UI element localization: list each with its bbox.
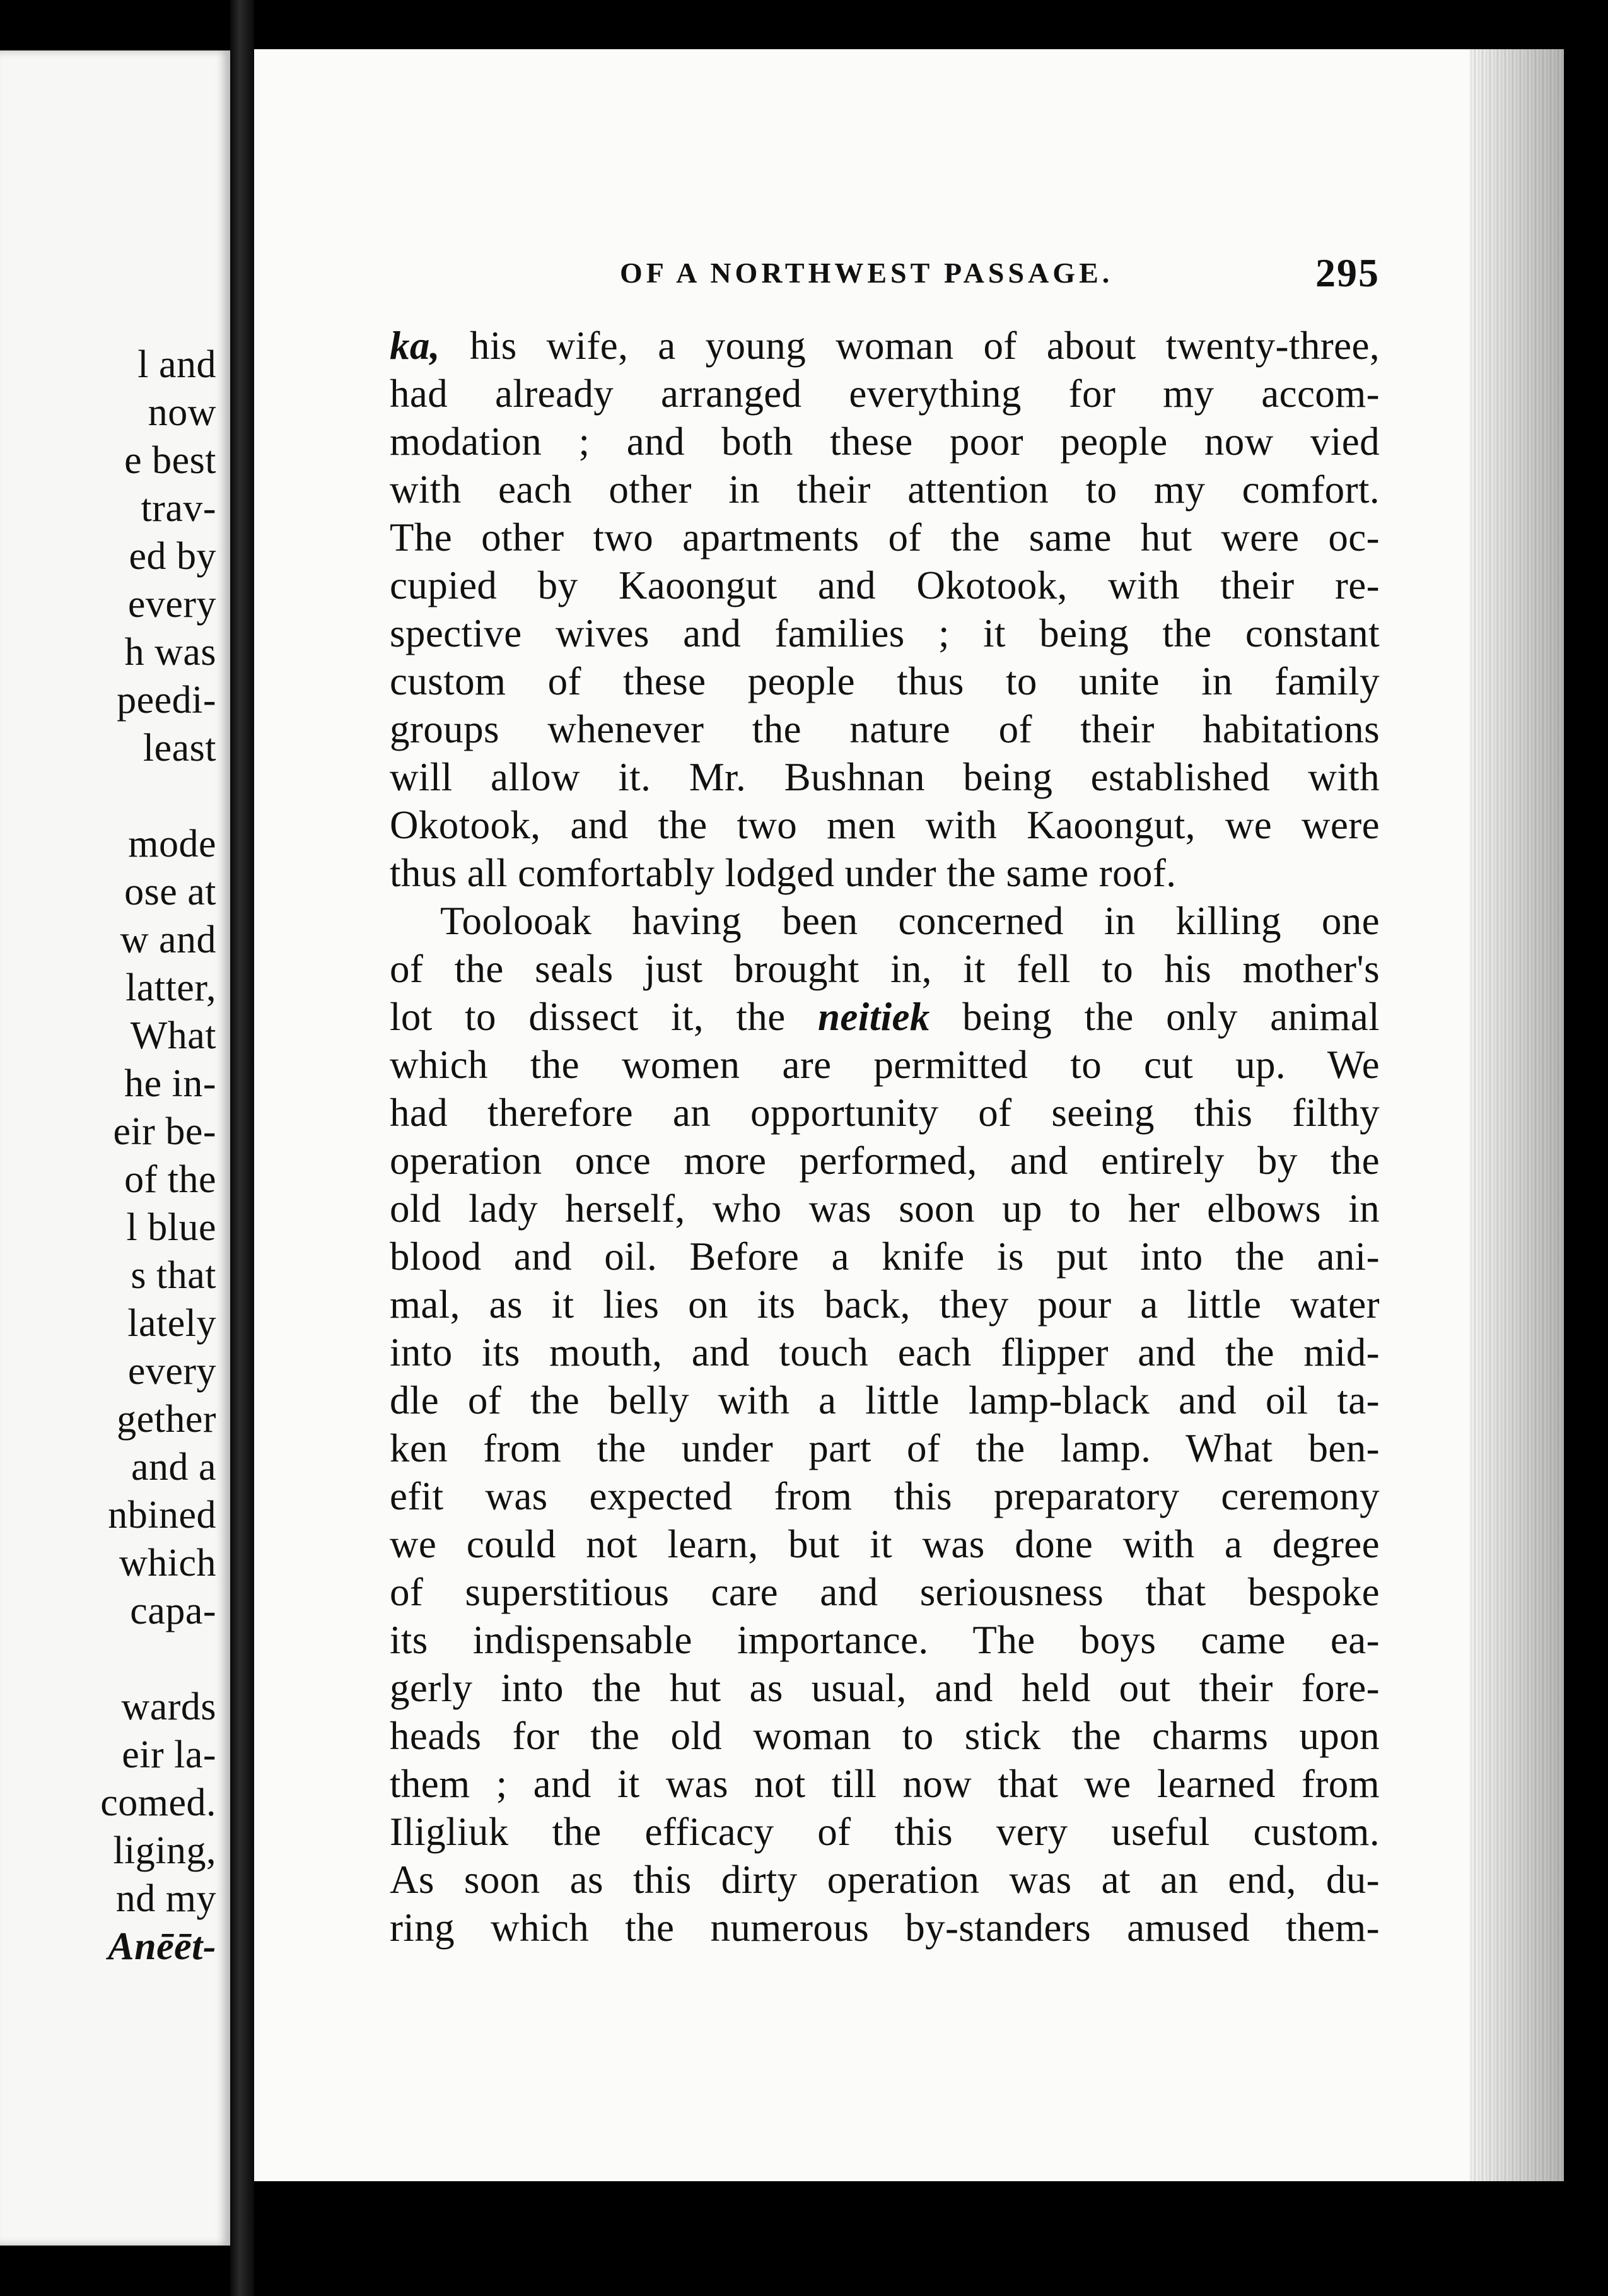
text-line: thus all comfortably lodged under the same roof. <box>390 851 1177 895</box>
italic-word: ka, <box>390 324 440 368</box>
text-line: we could not learn, but it was done with a degree <box>390 1522 1380 1566</box>
left-line: and a <box>131 1446 216 1489</box>
left-line: wards <box>121 1685 216 1728</box>
text-line: groups whenever the nature of their habitations <box>390 707 1380 751</box>
left-paragraph-gap <box>100 1635 216 1683</box>
running-title: OF A NORTHWEST PASSAGE. <box>620 257 1114 289</box>
text-line: old lady herself, who was soon up to her elbows in <box>390 1186 1380 1231</box>
left-line: every <box>127 583 216 626</box>
left-line: least <box>143 727 216 770</box>
left-line: e best <box>124 439 216 482</box>
text-line: Okotook, and the two men with Kaoongut, we were <box>390 803 1380 847</box>
left-line: nd my <box>115 1877 216 1920</box>
left-line: which <box>119 1542 216 1584</box>
text-line: had therefore an opportunity of seeing this filthy <box>390 1091 1380 1135</box>
left-line: liging, <box>113 1829 216 1872</box>
text-line: spective wives and families ; it being the constant <box>390 611 1380 655</box>
left-line: peedi- <box>117 679 216 722</box>
left-line: every <box>127 1350 216 1393</box>
left-line: w and <box>120 918 216 961</box>
text-line: The other two apartments of the same hut were oc- <box>390 515 1380 559</box>
left-line: mode <box>128 823 216 865</box>
text-line: dle of the belly with a little lamp-black and oil ta- <box>390 1378 1380 1422</box>
text-line: of the seals just brought in, it fell to his mother's <box>390 947 1380 991</box>
left-line: capa- <box>130 1590 216 1632</box>
left-line: Anēēt- <box>108 1925 216 1968</box>
left-line: he in- <box>124 1062 216 1105</box>
text-line: lot to dissect it, the neitiek being the only animal <box>390 995 1380 1039</box>
left-line: of the <box>124 1158 216 1201</box>
left-line: now <box>148 391 216 434</box>
left-line: s that <box>131 1254 216 1297</box>
page-edges-decoration <box>1469 49 1564 2181</box>
text-line: of superstitious care and seriousness that bespoke <box>390 1570 1380 1614</box>
left-line: l blue <box>126 1206 216 1249</box>
text-line: cupied by Kaoongut and Okotook, with their re- <box>390 563 1380 607</box>
text-line: into its mouth, and touch each flipper and the mid- <box>390 1330 1380 1374</box>
text-line: As soon as this dirty operation was at an end, du- <box>390 1858 1380 1902</box>
text-line: efit was expected from this preparatory ceremony <box>390 1474 1380 1518</box>
left-line: lately <box>127 1302 216 1345</box>
text-line: heads for the old woman to stick the charms upon <box>390 1714 1380 1758</box>
left-line: l and <box>137 343 216 386</box>
left-paragraph-gap <box>100 772 216 820</box>
text-line: which the women are permitted to cut up. We <box>390 1043 1380 1087</box>
left-line: h was <box>124 631 216 674</box>
text-line: them ; and it was not till now that we learned from <box>390 1762 1380 1806</box>
text-line: blood and oil. Before a knife is put into the ani- <box>390 1234 1380 1279</box>
text-line: gerly into the hut as usual, and held out their fore- <box>390 1666 1380 1710</box>
left-line: gether <box>117 1398 216 1441</box>
left-line: nbined <box>108 1494 216 1537</box>
text-line: ring which the numerous by-standers amused them- <box>390 1906 1380 1950</box>
text-line: Iligliuk the efficacy of this very useful custom. <box>390 1810 1380 1854</box>
text-line: ken from the under part of the lamp. What ben- <box>390 1426 1380 1470</box>
text-line: operation once more performed, and entirely by the <box>390 1139 1380 1183</box>
left-line: comed. <box>100 1781 216 1824</box>
left-page-text <box>100 341 216 1971</box>
running-header <box>620 250 1380 307</box>
text-line: modation ; and both these poor people now vied <box>390 419 1380 464</box>
left-line: What <box>130 1014 216 1057</box>
left-line: ose at <box>124 870 216 913</box>
left-line: eir la- <box>122 1733 216 1776</box>
left-line: latter, <box>125 966 216 1009</box>
left-facing-page <box>0 50 230 2246</box>
page-number: 295 <box>1315 250 1380 295</box>
text-line: ka, his wife, a young woman of about twenty-three, <box>390 324 1380 368</box>
left-line: eir be- <box>113 1110 216 1153</box>
text-line: with each other in their attention to my comfort. <box>390 467 1380 512</box>
text-line: custom of these people thus to unite in family <box>390 659 1380 703</box>
text-line: had already arranged everything for my accom- <box>390 372 1380 416</box>
left-line: ed by <box>129 535 216 578</box>
book-gutter <box>230 0 254 2296</box>
text-line: Toolooak having been concerned in killing one <box>440 899 1380 943</box>
right-page <box>254 49 1564 2181</box>
body-text <box>390 322 1380 1952</box>
left-line: trav- <box>141 487 216 530</box>
text-line: its indispensable importance. The boys came ea- <box>390 1618 1380 1662</box>
italic-word: neitiek <box>817 995 930 1039</box>
text-line: mal, as it lies on its back, they pour a little water <box>390 1282 1380 1327</box>
text-line: will allow it. Mr. Bushnan being established with <box>390 755 1380 799</box>
